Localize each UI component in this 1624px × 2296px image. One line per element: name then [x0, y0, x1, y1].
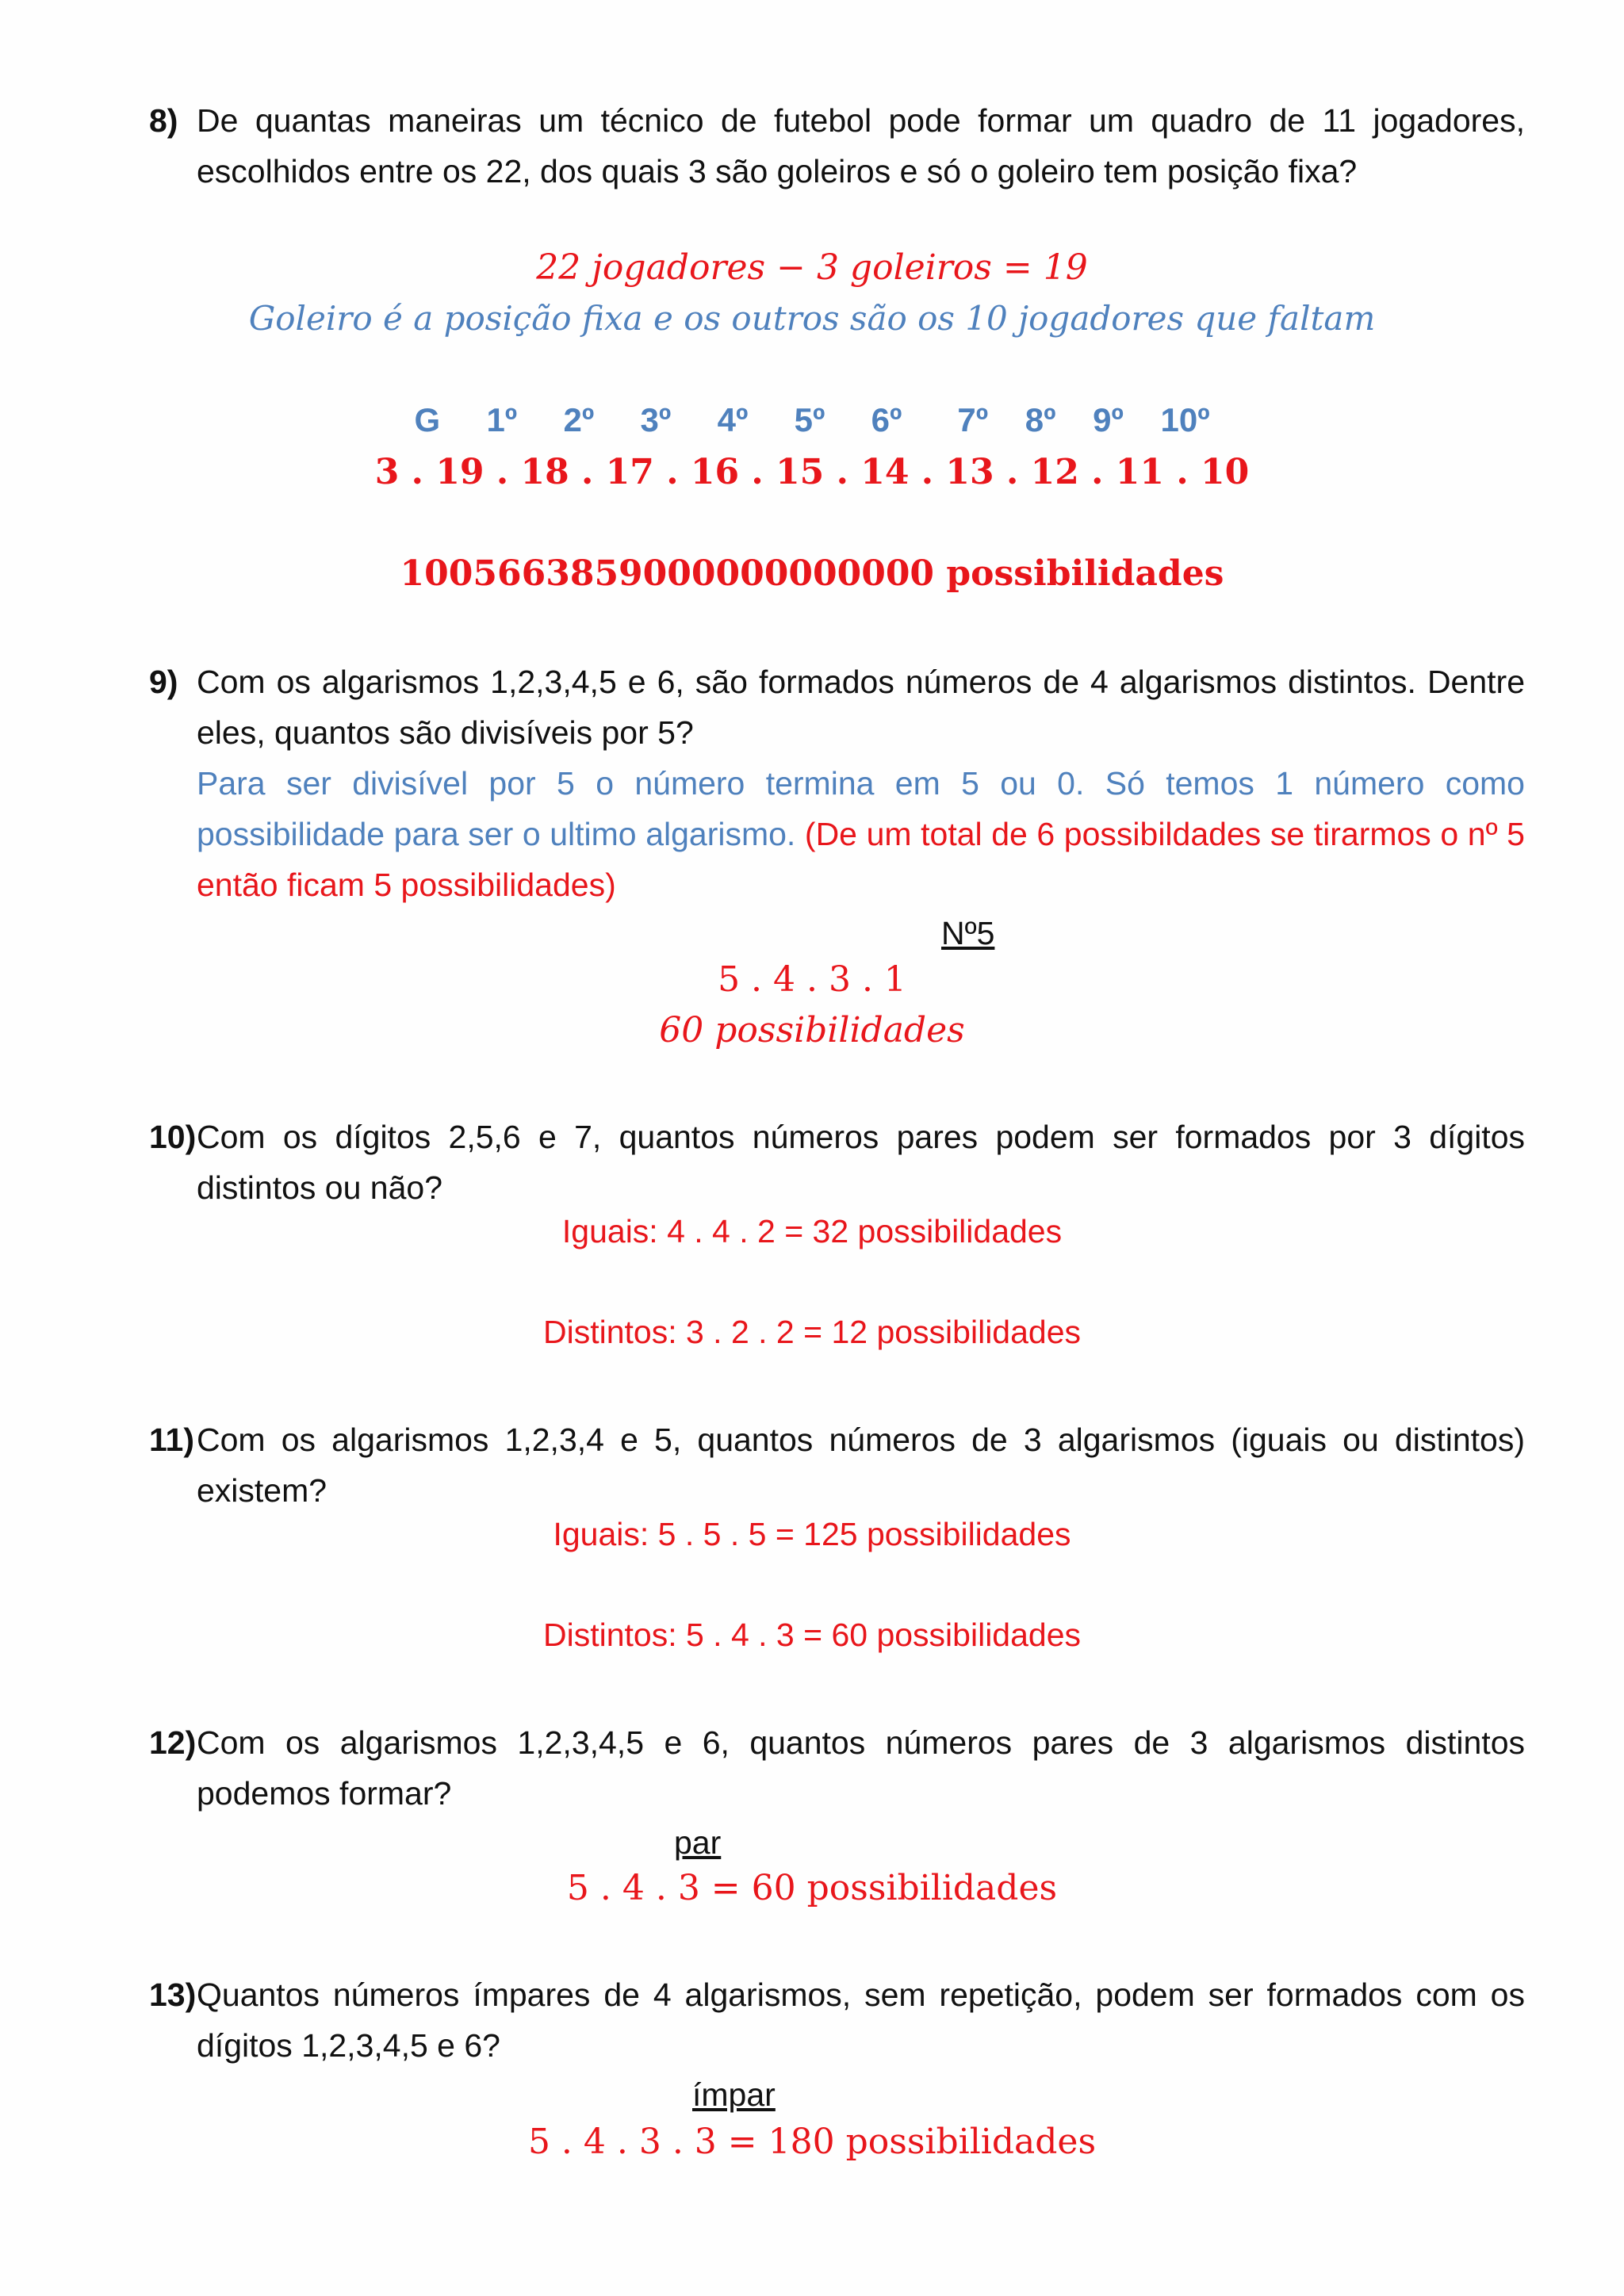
question-text: Com os algarismos 1,2,3,4 e 5, quantos números de 3 algarismos (iguais ou distintos) existem?	[197, 1422, 1525, 1509]
q8-equation-explanation: Goleiro é a posição fixa e os outros são os 10 jogadores que faltam	[248, 299, 1376, 338]
q10-answer-distintos: Distintos: 3 . 2 . 2 = 12 possibilidades	[542, 1314, 1082, 1350]
q8-equation-players: 22 jogadores − 3 goleiros = 19	[536, 247, 1088, 288]
q12-result: 5 . 4 . 3 = 60 possibilidades	[566, 1868, 1058, 1908]
question-text: Com os algarismos 1,2,3,4,5 e 6, quantos números pares de 3 algarismos distintos podemos formar?	[197, 1724, 1525, 1812]
q9-explanation	[197, 758, 1525, 910]
question-text: Com os dígitos 2,5,6 e 7, quantos números pares podem ser formados por 3 dígitos distintos ou não?	[197, 1119, 1525, 1206]
q9-result: 60 possibilidades	[659, 1010, 965, 1050]
q11-answer-iguais: Iguais: 5 . 5 . 5 = 125 possibilidades	[553, 1516, 1071, 1552]
question-13	[149, 1969, 1525, 2071]
q8-result: 1005663859000000000000 possibilidades	[400, 553, 1224, 594]
question-number: 8)	[149, 102, 178, 139]
q8-positions-row: G 1º 2º 3º 4º 5º 6º 7º 8º 9º 10º	[414, 401, 1210, 438]
question-number: 13)	[149, 1976, 197, 2013]
q10-answer-iguais: Iguais: 4 . 4 . 2 = 32 possibilidades	[561, 1213, 1063, 1249]
question-number: 10)	[149, 1119, 197, 1155]
q9-explanation-red: (De um total de 6 possibildades se tirarmos o nº 5 então ficam 5 possibilidades)	[197, 816, 1525, 903]
q9-product: 5 . 4 . 3 . 1	[718, 959, 906, 1000]
question-9	[149, 656, 1525, 910]
q9-label: Nº5	[941, 915, 995, 951]
q13-label: ímpar	[692, 2076, 776, 2113]
question-text: Quantos números ímpares de 4 algarismos, sem repetição, podem ser formados com os dígitos 1,2,3,4,5 e 6?	[197, 1976, 1525, 2064]
question-text: De quantas maneiras um técnico de futebol pode formar um quadro de 11 jogadores, escolhidos entre os 22, dos quais 3 são goleiros e só o goleiro tem posição fixa?	[197, 102, 1525, 189]
question-number: 12)	[149, 1724, 197, 1761]
q8-product-row: 3 . 19 . 18 . 17 . 16 . 15 . 14 . 13 . 12 . 11 . 10	[374, 452, 1250, 492]
question-number: 9)	[149, 664, 178, 700]
q9-explanation-blue: Para ser divisível por 5 o número termina em 5 ou 0. Só temos 1 número como possibilidade para ser o ultimo algarismo.	[197, 765, 1525, 852]
q11-answer-distintos: Distintos: 5 . 4 . 3 = 60 possibilidades	[542, 1617, 1082, 1653]
question-8	[149, 95, 1525, 197]
question-11	[149, 1414, 1525, 1516]
q13-result: 5 . 4 . 3 . 3 = 180 possibilidades	[527, 2122, 1097, 2162]
q12-label: par	[674, 1824, 722, 1861]
question-12	[149, 1717, 1525, 1819]
question-number: 11)	[149, 1422, 194, 1458]
question-10	[149, 1112, 1525, 1213]
question-text: Com os algarismos 1,2,3,4,5 e 6, são formados números de 4 algarismos distintos. Dentre eles, quantos são divisíveis por 5?	[197, 664, 1525, 751]
